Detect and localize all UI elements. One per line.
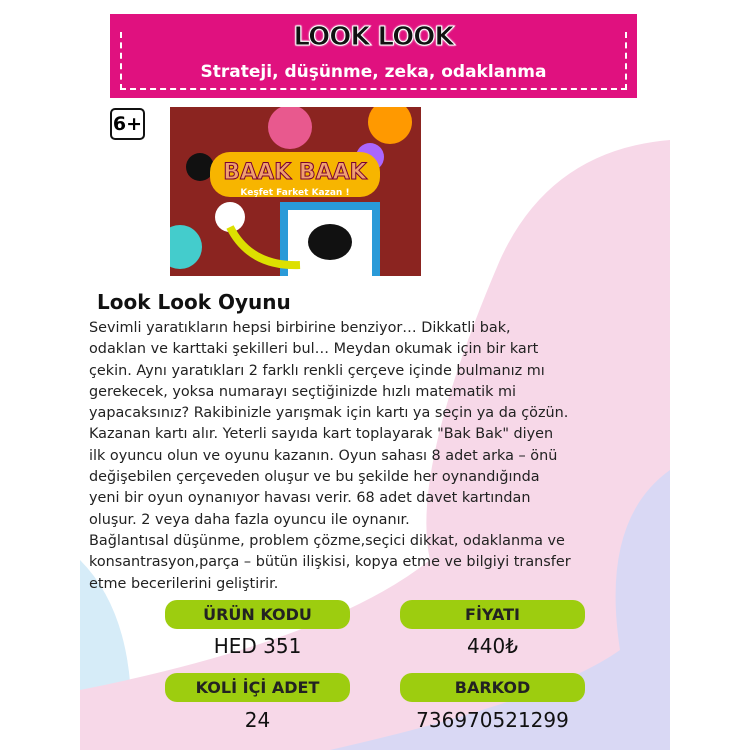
header-banner: [110, 14, 637, 98]
box-quantity-label: KOLİ İÇİ ADET: [165, 673, 350, 702]
product-tagline: Keşfet Farket Kazan !: [240, 188, 350, 198]
header-subtitle: Strateji, düşünme, zeka, odaklanma: [200, 62, 547, 82]
product-logo: BAAK BAAK: [223, 160, 367, 185]
product-title: Look Look Oyunu: [97, 290, 291, 314]
product-code-label: ÜRÜN KODU: [165, 600, 350, 629]
barcode-label: BARKOD: [400, 673, 585, 702]
price-value: 440₺: [467, 634, 518, 658]
product-description: Sevimli yaratıkların hepsi birbirine benziyor… Dikkatli bak, odaklan ve karttaki şekilleri bul… Meydan okumak için bir kart çekin. Aynı yaratıkları 2 farklı renkli çerçeve içinde bulmanız mı gerekecek, yoksa numarayı seçtiğinizde hızlı matematik mi yapacaksınız? Rakibinizle yarışmak için kartı ya seçin ya da çözün. Kazanan kartı alır. Yeterli sayıda kart toplayarak "Bak Bak" diyen ilk oyuncu olun ve oyunu kazanın. Oyun sahası 8 adet arka – önü değişebilen çerçeveden oluşur ve bu şekilde her oynandığında yeni bir oyun oynanıyor havası verir. 68 adet davet kartından oluşur. 2 veya daha fazla oyuncu ile oynanır. Bağlantısal düşünme, problem çözme,seçici dikkat, odaklanma ve konsantrasyon,parça – bütün ilişkisi, kopya etme ve bilgiyi transfer etme becerilerini geliştirir.: [89, 320, 571, 592]
product-code-value: HED 351: [213, 634, 302, 658]
box-quantity-value: 24: [244, 708, 271, 732]
age-badge: 6+: [110, 108, 145, 140]
price-label: FİYATI: [400, 600, 585, 629]
header-title: LOOK LOOK: [293, 22, 454, 52]
barcode-value: 736970521299: [416, 708, 569, 732]
product-image: [170, 107, 421, 276]
